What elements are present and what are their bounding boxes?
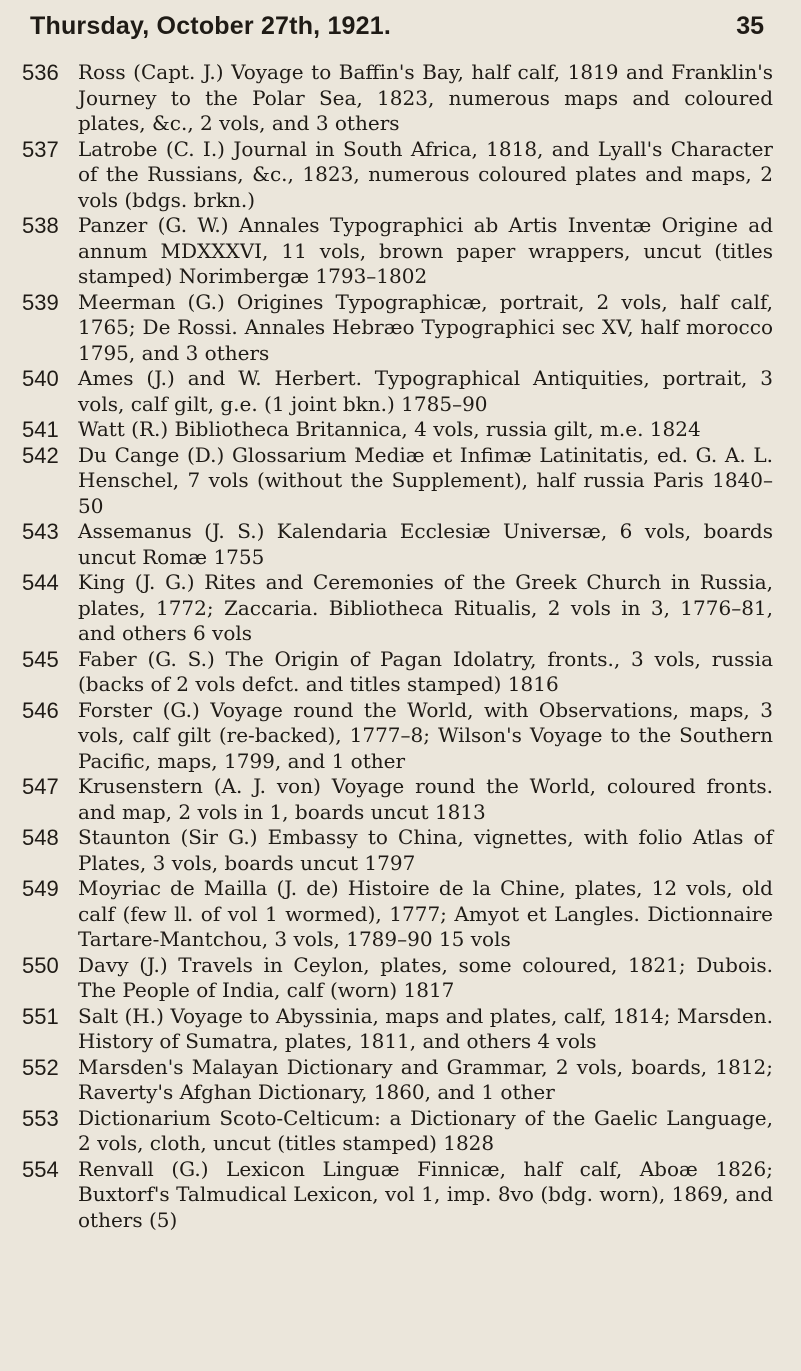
page-number: 35 xyxy=(736,12,764,40)
lot-description: Watt (R.) Bibliotheca Britannica, 4 vols, russia gilt, m.e. 1824 xyxy=(78,417,701,441)
lot-number: 553 xyxy=(22,1105,59,1131)
lot-number: 541 xyxy=(22,417,59,442)
lot-entry xyxy=(0,417,801,443)
lot-entry xyxy=(0,647,801,698)
lot-entry xyxy=(0,876,801,953)
lot-description: Renvall (G.) Lexicon Linguæ Finnicæ, half calf, Aboæ 1826; Buxtorf's Talmudical Lexicon, vol 1, imp. 8vo (bdg. worn), 1869, and others (5) xyxy=(78,1156,773,1232)
lot-number: 551 xyxy=(22,1003,59,1029)
lot-description: King (J. G.) Rites and Ceremonies of the Greek Church in Russia, plates, 1772; Zaccaria. Bibliotheca Ritualis, 2 vols in 3, 1776–81, and others 6 vols xyxy=(78,570,773,645)
lot-entry xyxy=(0,1055,801,1106)
lot-list xyxy=(0,60,801,1233)
lot-number: 544 xyxy=(22,570,59,595)
lot-entry xyxy=(0,570,801,647)
lot-number: 543 xyxy=(22,519,59,544)
lot-entry xyxy=(0,1157,801,1234)
lot-description: Assemanus (J. S.) Kalendaria Ecclesiæ Universæ, 6 vols, boards uncut Romæ 1755 xyxy=(78,519,773,569)
lot-number: 540 xyxy=(22,366,59,391)
lot-description: Meerman (G.) Origines Typographicæ, portrait, 2 vols, half calf, 1765; De Rossi. Annales Hebræo Typographici sec XV, half morocco 1795, and 3 others xyxy=(78,289,773,365)
lot-number: 547 xyxy=(22,774,59,799)
lot-description: Davy (J.) Travels in Ceylon, plates, some coloured, 1821; Dubois. The People of India, calf (worn) 1817 xyxy=(78,952,773,1002)
lot-entry xyxy=(0,519,801,570)
lot-description: Faber (G. S.) The Origin of Pagan Idolatry, fronts., 3 vols, russia (backs of 2 vols defct. and titles stamped) 1816 xyxy=(78,646,773,696)
lot-entry xyxy=(0,366,801,417)
lot-number: 538 xyxy=(22,213,59,238)
lot-entry xyxy=(0,698,801,775)
lot-number: 548 xyxy=(22,825,59,850)
lot-entry xyxy=(0,825,801,876)
lot-entry xyxy=(0,1004,801,1055)
lot-description: Ross (Capt. J.) Voyage to Baffin's Bay, half calf, 1819 and Franklin's Journey to the Polar Sea, 1823, numerous maps and coloured plates, &c., 2 vols, and 3 others xyxy=(78,60,773,135)
lot-description: Latrobe (C. I.) Journal in South Africa, 1818, and Lyall's Character of the Russians, &c., 1823, numerous coloured plates and maps, 2 vols (bdgs. brkn.) xyxy=(78,136,773,212)
lot-number: 552 xyxy=(22,1054,59,1080)
lot-entry xyxy=(0,213,801,290)
lot-entry xyxy=(0,290,801,367)
lot-number: 554 xyxy=(22,1156,59,1182)
lot-number: 550 xyxy=(22,952,59,978)
lot-entry xyxy=(0,60,801,137)
lot-number: 546 xyxy=(22,697,59,723)
lot-description: Du Cange (D.) Glossarium Mediæ et Infimæ Latinitatis, ed. G. A. L. Henschel, 7 vols (without the Supplement), half russia Paris 1840–50 xyxy=(78,442,773,518)
lot-description: Moyriac de Mailla (J. de) Histoire de la Chine, plates, 12 vols, old calf (few ll. of vol 1 wormed), 1777; Amyot et Langles. Dictionnaire Tartare-Mantchou, 3 vols, 1789–90 15 vols xyxy=(78,876,773,951)
lot-number: 542 xyxy=(22,442,59,468)
lot-description: Krusenstern (A. J. von) Voyage round the World, coloured fronts. and map, 2 vols in 1, boards uncut 1813 xyxy=(78,774,773,824)
lot-number: 537 xyxy=(22,136,59,162)
lot-description: Forster (G.) Voyage round the World, with Observations, maps, 3 vols, calf gilt (re-backed), 1777–8; Wilson's Voyage to the Southern Pacific, maps, 1799, and 1 other xyxy=(78,697,773,773)
lot-entry xyxy=(0,443,801,520)
lot-entry xyxy=(0,137,801,214)
lot-number: 536 xyxy=(22,60,59,85)
lot-entry xyxy=(0,1106,801,1157)
lot-description: Ames (J.) and W. Herbert. Typographical Antiquities, portrait, 3 vols, calf gilt, g.e. (1 joint bkn.) 1785–90 xyxy=(78,366,773,416)
lot-entry xyxy=(0,774,801,825)
lot-number: 539 xyxy=(22,289,59,315)
lot-description: Staunton (Sir G.) Embassy to China, vignettes, with folio Atlas of Plates, 3 vols, boards uncut 1797 xyxy=(78,825,773,875)
lot-description: Dictionarium Scoto-Celticum: a Dictionary of the Gaelic Language, 2 vols, cloth, uncut (titles stamped) 1828 xyxy=(78,1105,773,1155)
lot-number: 549 xyxy=(22,876,59,901)
sale-date: Thursday, October 27th, 1921. xyxy=(30,12,392,40)
lot-description: Salt (H.) Voyage to Abyssinia, maps and plates, calf, 1814; Marsden. History of Sumatra, plates, 1811, and others 4 vols xyxy=(78,1003,773,1053)
page-header xyxy=(30,12,780,44)
lot-description: Marsden's Malayan Dictionary and Grammar, 2 vols, boards, 1812; Raverty's Afghan Dictionary, 1860, and 1 other xyxy=(78,1054,773,1104)
lot-entry xyxy=(0,953,801,1004)
lot-description: Panzer (G. W.) Annales Typographici ab Artis Inventæ Origine ad annum MDXXXVI, 11 vols, brown paper wrappers, uncut (titles stamped) Norimbergæ 1793–1802 xyxy=(78,213,773,288)
lot-number: 545 xyxy=(22,646,59,672)
